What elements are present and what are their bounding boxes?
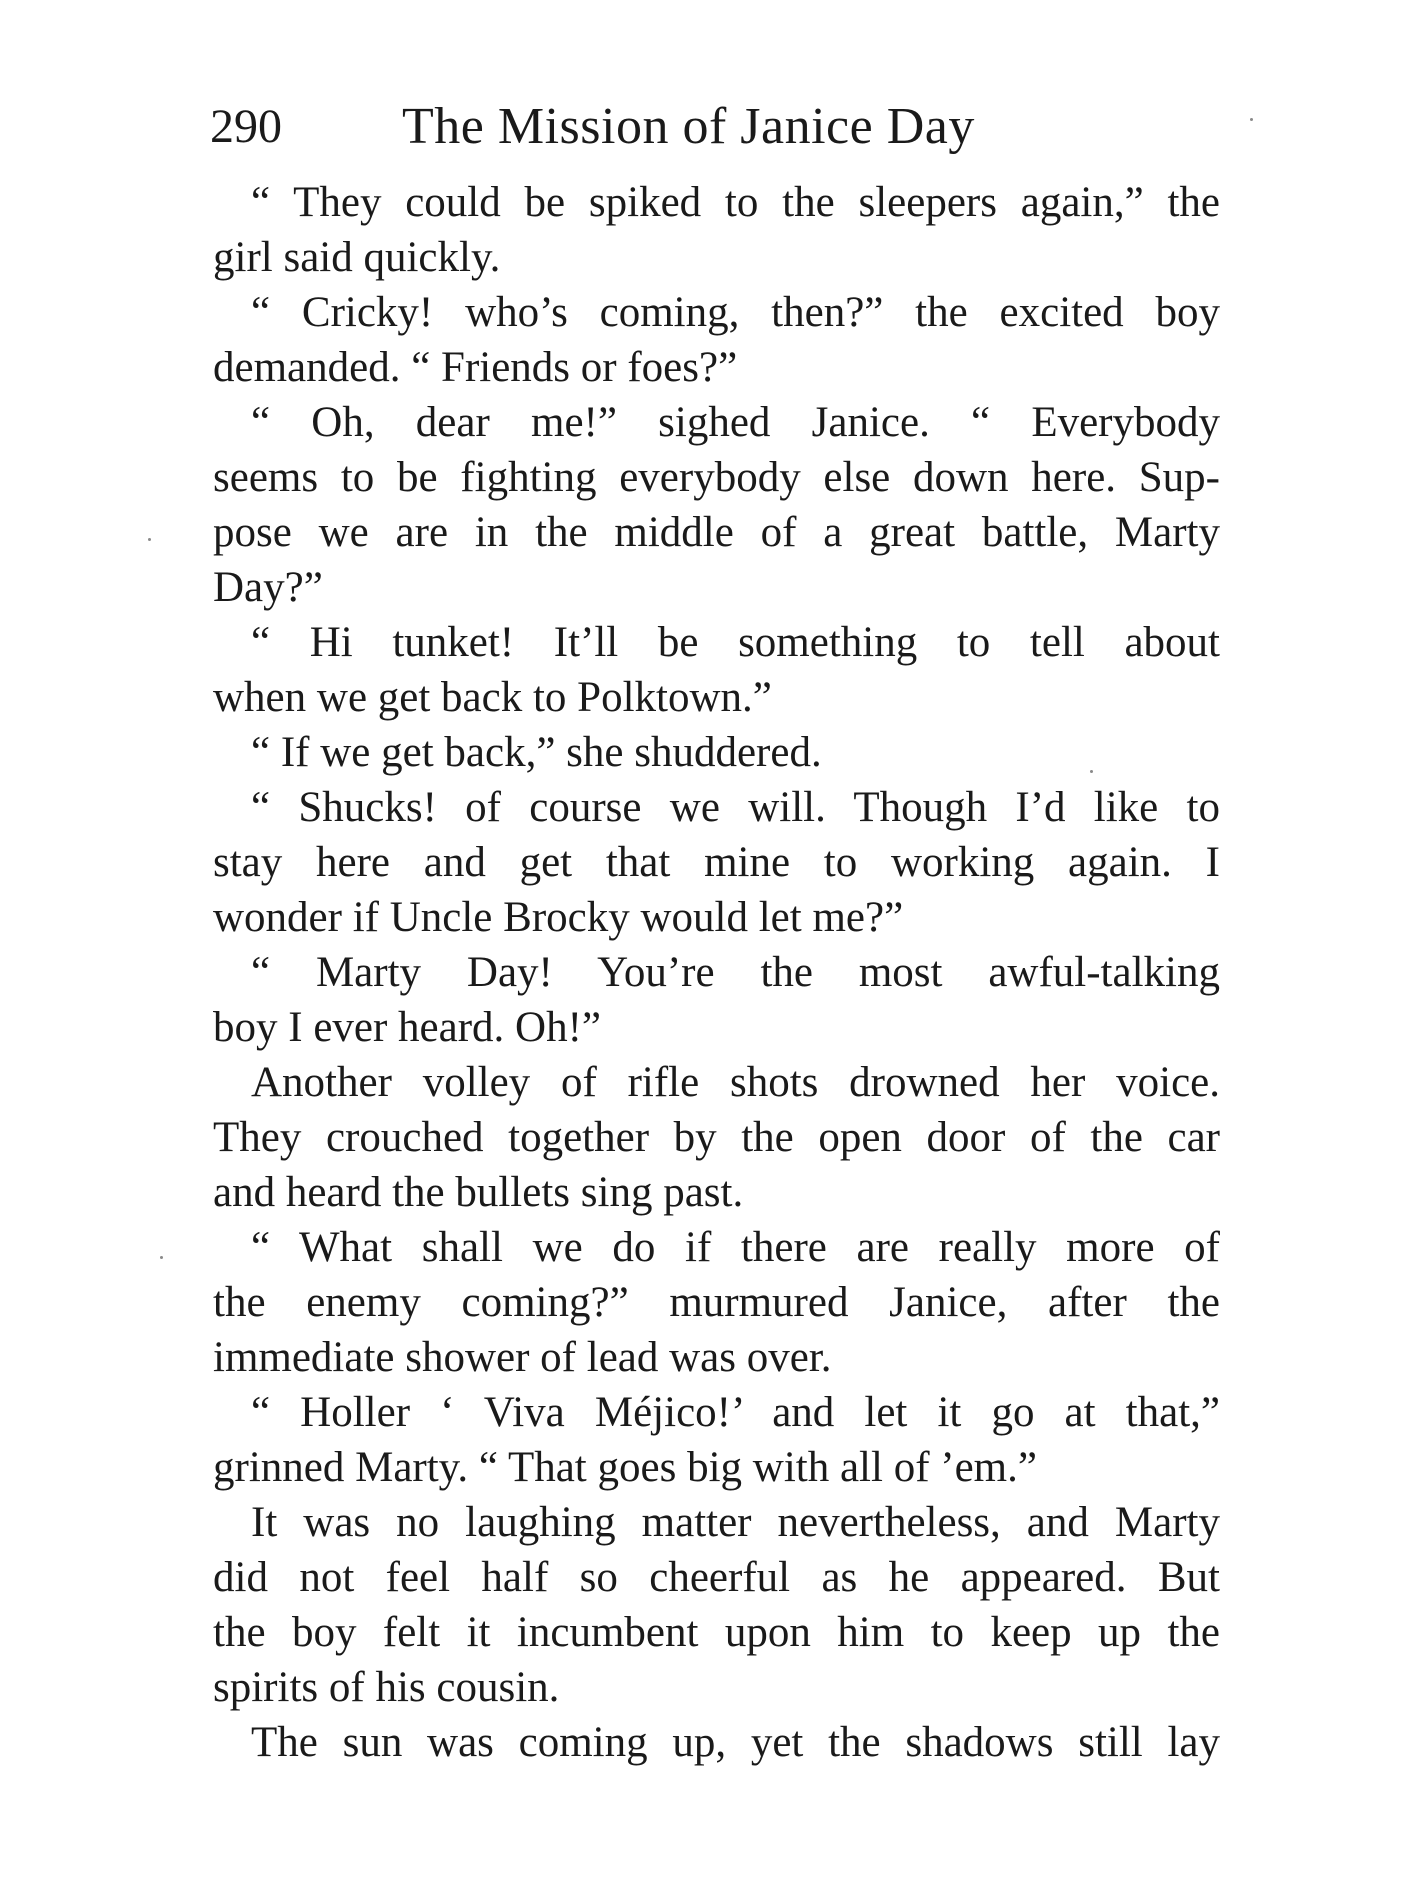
text-line: Day?” <box>213 564 323 611</box>
text-line: grinned Marty. “ That goes big with all of ’em.” <box>213 1444 1037 1491</box>
text-line: “ Shucks! of course we will. Though I’d like to <box>251 784 1220 831</box>
text-line: The sun was coming up, yet the shadows still lay <box>251 1719 1220 1766</box>
text-line: seems to be fighting everybody else down here. Sup- <box>213 454 1220 501</box>
book-title: The Mission of Janice Day <box>402 98 975 155</box>
text-line: It was no laughing matter nevertheless, and Marty <box>251 1499 1220 1546</box>
text-line: the enemy coming?” murmured Janice, after the <box>213 1279 1220 1326</box>
text-line: the boy felt it incumbent upon him to keep up the <box>213 1609 1220 1656</box>
text-line: did not feel half so cheerful as he appeared. But <box>213 1554 1220 1601</box>
scan-speck <box>1090 770 1093 773</box>
text-line: “ They could be spiked to the sleepers again,” the <box>251 179 1220 226</box>
text-line: stay here and get that mine to working again. I <box>213 839 1220 886</box>
text-line: Another volley of rifle shots drowned her voice. <box>251 1059 1220 1106</box>
text-line: “ If we get back,” she shuddered. <box>251 729 822 776</box>
text-line: “ Oh, dear me!” sighed Janice. “ Everybody <box>251 399 1220 446</box>
page-number: 290 <box>210 100 282 153</box>
running-head <box>210 92 1230 162</box>
text-line: immediate shower of lead was over. <box>213 1334 832 1381</box>
text-line: boy I ever heard. Oh!” <box>213 1004 602 1051</box>
scan-speck <box>1250 118 1253 121</box>
scan-speck <box>148 538 151 541</box>
text-line: when we get back to Polktown.” <box>213 674 772 721</box>
text-line: “ Marty Day! You’re the most awful-talking <box>251 949 1220 996</box>
scan-speck <box>160 1256 163 1259</box>
text-line: They crouched together by the open door of the car <box>213 1114 1220 1161</box>
text-line: demanded. “ Friends or foes?” <box>213 344 738 391</box>
text-line: wonder if Uncle Brocky would let me?” <box>213 894 904 941</box>
text-line: pose we are in the middle of a great battle, Marty <box>213 509 1220 556</box>
body-text <box>213 175 1220 1770</box>
text-line: “ Holler ‘ Viva Méjico!’ and let it go at that,” <box>251 1389 1220 1436</box>
text-line: spirits of his cousin. <box>213 1664 560 1711</box>
text-line: girl said quickly. <box>213 234 501 281</box>
text-line: “ What shall we do if there are really more of <box>251 1224 1220 1271</box>
text-line: “ Cricky! who’s coming, then?” the excited boy <box>251 289 1220 336</box>
text-line: and heard the bullets sing past. <box>213 1169 744 1216</box>
text-line: “ Hi tunket! It’ll be something to tell about <box>251 619 1220 666</box>
